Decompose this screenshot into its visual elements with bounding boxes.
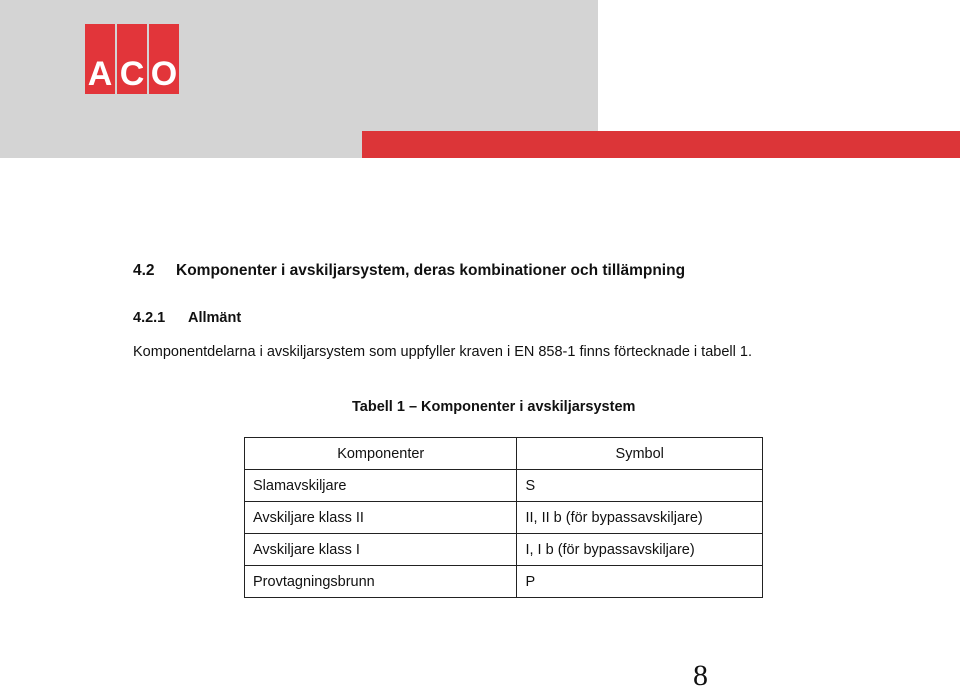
table-row [245,534,763,566]
section-number: 4.2 [133,262,155,279]
table-header-cell: Komponenter [245,438,517,470]
table-cell: Avskiljare klass II [245,502,517,534]
section-title: Komponenter i avskiljarsystem, deras kombinationer och tillämpning [176,262,686,279]
aco-logo [85,24,179,94]
page-number: 8 [693,659,708,692]
subsection-title: Allmänt [188,310,242,326]
table-cell: II, II b (för bypassavskiljare) [517,502,763,534]
logo-cell-o [149,24,179,94]
table-cell: I, I b (för bypassavskiljare) [517,534,763,566]
logo-letter: A [87,55,113,93]
logo-cell-a [85,24,115,94]
table-cell: Provtagningsbrunn [245,566,517,598]
section-heading [133,262,685,280]
table-cell: Slamavskiljare [245,470,517,502]
table-row [245,470,763,502]
header-red-band [362,131,960,158]
table-row [245,502,763,534]
logo-letter: C [119,55,145,93]
table-cell: P [517,566,763,598]
table-caption: Tabell 1 – Komponenter i avskiljarsystem [352,399,636,415]
components-table [244,437,763,598]
subsection-number: 4.2.1 [133,310,166,326]
logo-letter: O [150,55,178,93]
table-cell: Avskiljare klass I [245,534,517,566]
body-paragraph: Komponentdelarna i avskiljarsystem som uppfyller kraven i EN 858-1 finns förtecknade i tabell 1. [133,344,752,360]
subsection-heading [133,310,241,326]
table-header-row [245,438,763,470]
table-header-cell: Symbol [517,438,763,470]
table-row [245,566,763,598]
logo-cell-c [117,24,147,94]
table-cell: S [517,470,763,502]
